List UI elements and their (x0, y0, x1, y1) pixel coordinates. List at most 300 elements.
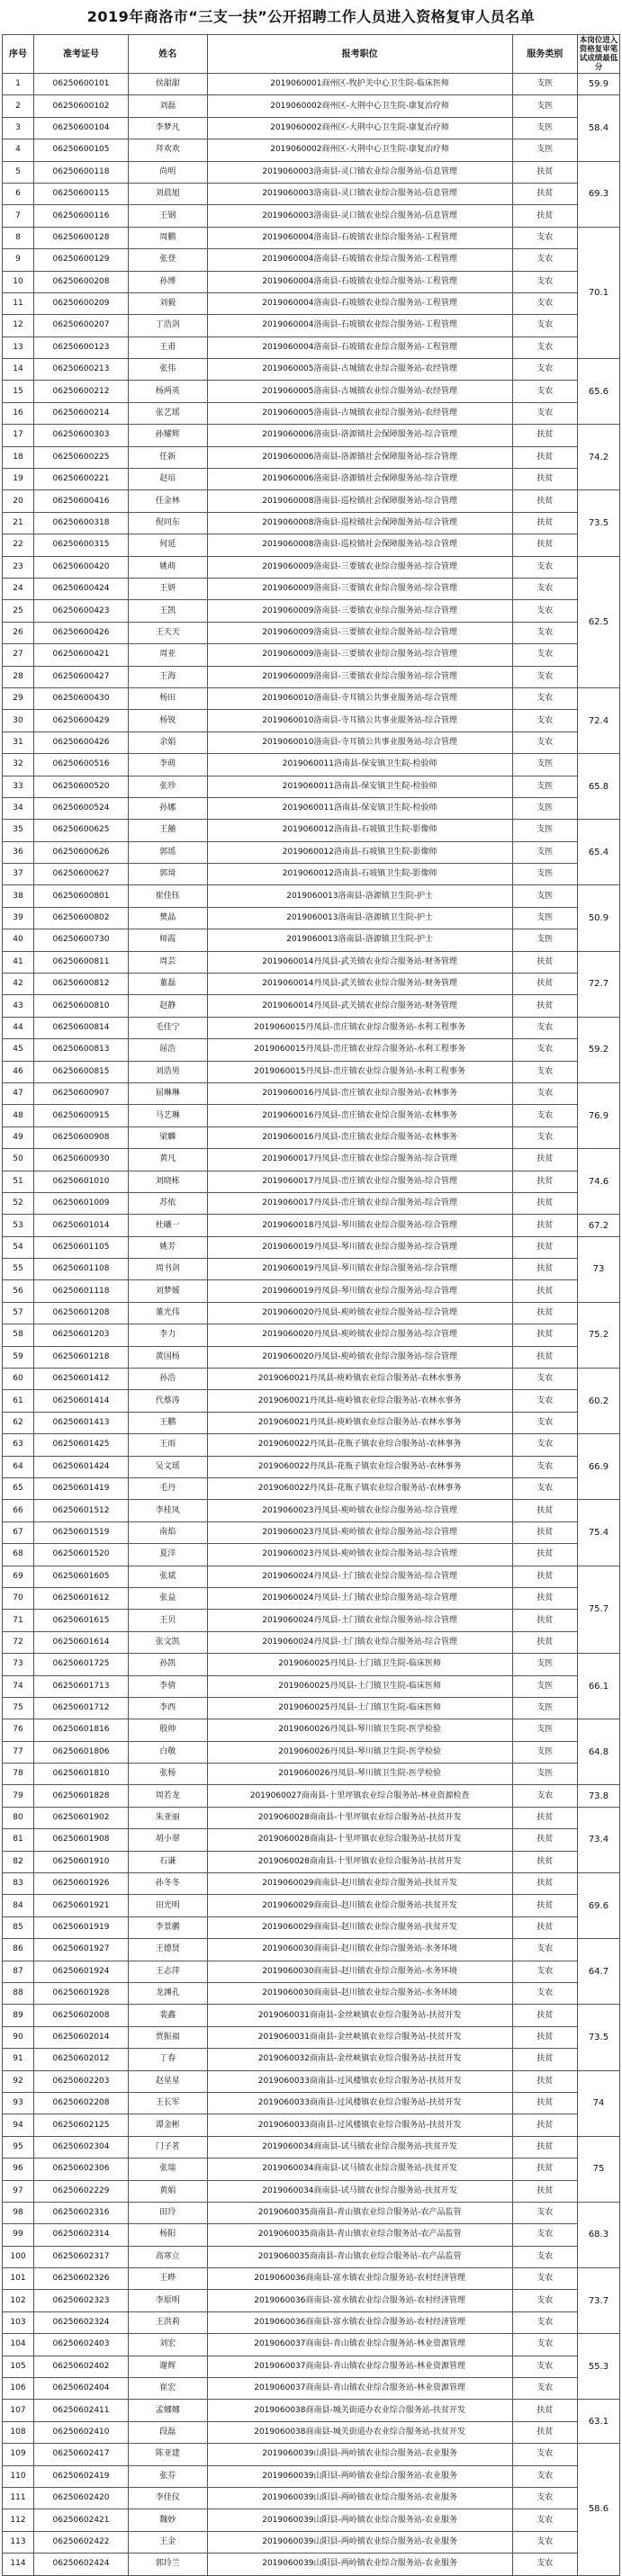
position: 2019060028商南县-十里坪镇农业综合服务站-扶贫开发 (207, 1851, 512, 1872)
position: 2019060024丹凤县-土门镇农业综合服务站-综合管理 (207, 1566, 512, 1587)
row-index: 7 (3, 205, 34, 227)
table-row (3, 1412, 620, 1433)
candidate-name: 侯甜甜 (129, 74, 208, 95)
position: 2019060034商南县-试马镇农业综合服务站-扶贫开发 (207, 2136, 512, 2158)
ticket-number: 06250600212 (34, 381, 129, 402)
ticket-number: 06250601910 (34, 1851, 129, 1872)
table-row (3, 1324, 620, 1346)
table-row (3, 1982, 620, 2004)
position: 2019060029商南县-赵川镇农业综合服务站-扶贫开发 (207, 1873, 512, 1895)
service-type: 支农 (512, 1939, 577, 1961)
table-row (3, 1631, 620, 1653)
candidate-name: 丁春 (129, 2049, 208, 2070)
position: 2019060022丹凤县-花瓶子镇农业综合服务站-农林事务 (207, 1478, 512, 1500)
service-type: 支农 (512, 1039, 577, 1061)
candidate-name: 石谦 (129, 1851, 208, 1872)
ticket-number: 06250600625 (34, 820, 129, 841)
candidate-name: 夏洋 (129, 1544, 208, 1566)
ticket-number: 06250600123 (34, 337, 129, 358)
candidate-name: 朱亚丽 (129, 1807, 208, 1828)
ticket-number: 06250600214 (34, 402, 129, 424)
position: 2019060020丹凤县-庾岭镇农业综合服务站-综合管理 (207, 1302, 512, 1324)
table-row (3, 227, 620, 248)
row-index: 23 (3, 556, 34, 578)
row-index: 19 (3, 469, 34, 490)
candidate-name: 李梦凡 (129, 117, 208, 139)
row-index: 82 (3, 1851, 34, 1872)
ticket-number: 06250601424 (34, 1456, 129, 1477)
position: 2019060033商南县-过风楼镇农业综合服务站-扶贫开发 (207, 2070, 512, 2092)
candidate-table (2, 34, 620, 2576)
ticket-number: 06250600524 (34, 797, 129, 819)
ticket-number: 06250602419 (34, 2465, 129, 2487)
service-type: 支农 (512, 710, 577, 732)
candidate-name: 张珍 (129, 776, 208, 797)
row-index: 12 (3, 315, 34, 337)
row-index: 42 (3, 974, 34, 995)
table-row (3, 95, 620, 117)
service-type: 支医 (512, 929, 577, 951)
table-row (3, 1939, 620, 1961)
table-row (3, 754, 620, 776)
ticket-number: 06250601520 (34, 1544, 129, 1566)
position: 2019060002商州区-大荆中心卫生院-康复治疗师 (207, 117, 512, 139)
candidate-name: 王德贤 (129, 1939, 208, 1961)
candidate-name: 魏妙 (129, 2509, 208, 2531)
ticket-number: 06250601810 (34, 1764, 129, 1785)
service-type: 支农 (512, 315, 577, 337)
row-index: 5 (3, 161, 34, 183)
table-row (3, 2005, 620, 2026)
position: 2019060016丹凤县-峦庄镇农业综合服务站-农林事务 (207, 1082, 512, 1104)
row-index: 39 (3, 907, 34, 929)
row-index: 47 (3, 1082, 34, 1104)
position: 2019060009洛南县-三要镇农业综合服务站-综合管理 (207, 578, 512, 599)
position: 2019060010洛南县-寺耳镇公共事业服务站-综合管理 (207, 687, 512, 709)
position: 2019060031商南县-金丝峡镇农业综合服务站-扶贫开发 (207, 2005, 512, 2026)
position: 2019060011洛南县-保安镇卫生院-检验师 (207, 797, 512, 819)
position: 2019060006洛南县-洛源镇社会保障服务站-综合管理 (207, 446, 512, 468)
position: 2019060003洛南县-灵口镇农业综合服务站-信息管理 (207, 205, 512, 227)
table-row (3, 381, 620, 402)
row-index: 53 (3, 1215, 34, 1236)
position: 2019060013洛南县-洛源镇卫生院-护士 (207, 929, 512, 951)
table-row (3, 2180, 620, 2202)
candidate-name: 余娟 (129, 732, 208, 753)
service-type: 支农 (512, 271, 577, 292)
min-score: 75 (577, 2136, 619, 2202)
candidate-name: 王洪莉 (129, 2311, 208, 2333)
position: 2019060010洛南县-寺耳镇公共事业服务站-综合管理 (207, 710, 512, 732)
candidate-name: 师霞 (129, 929, 208, 951)
position: 2019060006洛南县-洛源镇社会保障服务站-综合管理 (207, 425, 512, 446)
position: 2019060014丹凤县-武关镇农业综合服务站-财务管理 (207, 995, 512, 1017)
min-score: 58.6 (577, 2444, 619, 2575)
position: 2019060019丹凤县-琴川镇农业综合服务站-综合管理 (207, 1280, 512, 1302)
service-type: 支农 (512, 2334, 577, 2356)
candidate-name: 李景鹏 (129, 1916, 208, 1938)
service-type: 支农 (512, 1982, 577, 2004)
service-type: 扶贫 (512, 2026, 577, 2048)
candidate-name: 龙渊孔 (129, 1982, 208, 2004)
service-type: 支农 (512, 2311, 577, 2333)
candidate-name: 杜曦一 (129, 1215, 208, 1236)
ticket-number: 06250600426 (34, 732, 129, 753)
ticket-number: 06250600427 (34, 666, 129, 687)
ticket-number: 06250602404 (34, 2378, 129, 2400)
service-type: 支农 (512, 1390, 577, 1412)
position: 2019060036商南县-富水镇农业综合服务站-农村经济管理 (207, 2268, 512, 2290)
min-score: 74 (577, 2070, 619, 2136)
service-type: 支农 (512, 1017, 577, 1038)
row-index: 13 (3, 337, 34, 358)
position: 2019060017丹凤县-峦庄镇农业综合服务站-综合管理 (207, 1171, 512, 1192)
row-index: 94 (3, 2114, 34, 2136)
position: 2019060039山阳县-两岭镇农业综合服务站-农业服务 (207, 2444, 512, 2465)
candidate-name: 张文凯 (129, 1631, 208, 1653)
row-index: 25 (3, 600, 34, 622)
candidate-name: 姚芳 (129, 1236, 208, 1258)
table-row (3, 271, 620, 292)
candidate-name: 孙博 (129, 271, 208, 292)
table-row (3, 2268, 620, 2290)
candidate-name: 王长军 (129, 2092, 208, 2114)
table-row (3, 1916, 620, 1938)
row-index: 108 (3, 2421, 34, 2443)
candidate-name: 刘晓栋 (129, 1171, 208, 1192)
min-score: 58.4 (577, 95, 619, 161)
position: 2019060016丹凤县-峦庄镇农业综合服务站-农林事务 (207, 1105, 512, 1126)
table-row (3, 1478, 620, 1500)
candidate-name: 李西 (129, 1697, 208, 1719)
service-type: 支医 (512, 864, 577, 885)
row-index: 77 (3, 1741, 34, 1763)
row-index: 16 (3, 402, 34, 424)
position: 2019060005洛南县-古城镇农业综合服务站-农经管理 (207, 402, 512, 424)
position: 2019060015丹凤县-峦庄镇农业综合服务站-水利工程事务 (207, 1039, 512, 1061)
table-row (3, 1280, 620, 1302)
ticket-number: 06250601615 (34, 1610, 129, 1631)
row-index: 3 (3, 117, 34, 139)
min-score: 66.1 (577, 1654, 619, 1719)
row-index: 93 (3, 2092, 34, 2114)
ticket-number: 06250601009 (34, 1192, 129, 1214)
row-index: 73 (3, 1654, 34, 1675)
row-index: 103 (3, 2311, 34, 2333)
service-type: 支农 (512, 578, 577, 599)
candidate-name: 裴鑫 (129, 2005, 208, 2026)
row-index: 75 (3, 1697, 34, 1719)
position: 2019060011洛南县-保安镇卫生院-检验师 (207, 776, 512, 797)
row-index: 48 (3, 1105, 34, 1126)
position: 2019060024丹凤县-土门镇农业综合服务站-综合管理 (207, 1587, 512, 1609)
position: 2019060011洛南县-保安镇卫生院-检验师 (207, 754, 512, 776)
ticket-number: 06250601816 (34, 1719, 129, 1741)
table-row (3, 2509, 620, 2531)
table-row (3, 687, 620, 709)
min-score: 55.3 (577, 2334, 619, 2400)
service-type: 支医 (512, 74, 577, 95)
row-index: 65 (3, 1478, 34, 1500)
row-index: 17 (3, 425, 34, 446)
candidate-name: 刘毅 (129, 292, 208, 314)
table-row (3, 469, 620, 490)
table-row (3, 1895, 620, 1916)
table-row (3, 2487, 620, 2509)
candidate-name: 王钢 (129, 205, 208, 227)
service-type: 支农 (512, 644, 577, 666)
position: 2019060032商南县-金丝峡镇农业综合服务站-扶贫开发 (207, 2049, 512, 2070)
candidate-name: 孙凯 (129, 1654, 208, 1675)
candidate-name: 张杨 (129, 1764, 208, 1785)
service-type: 支农 (512, 359, 577, 381)
candidate-name: 赵培 (129, 469, 208, 490)
service-type: 扶贫 (512, 2180, 577, 2202)
row-index: 27 (3, 644, 34, 666)
position: 2019060005洛南县-古城镇农业综合服务站-农经管理 (207, 381, 512, 402)
position: 2019060012洛南县-石坡镇卫生院-影像师 (207, 864, 512, 885)
row-index: 84 (3, 1895, 34, 1916)
row-index: 101 (3, 2268, 34, 2290)
ticket-number: 06250600416 (34, 490, 129, 512)
service-type: 扶贫 (512, 1895, 577, 1916)
position: 2019060004洛南县-石坡镇农业综合服务站-工程管理 (207, 271, 512, 292)
min-score: 68.3 (577, 2202, 619, 2267)
table-row (3, 2421, 620, 2443)
ticket-number: 06250602411 (34, 2400, 129, 2421)
candidate-name: 崔宏 (129, 2378, 208, 2400)
row-index: 81 (3, 1829, 34, 1851)
table-row (3, 2246, 620, 2267)
header-index: 序号 (3, 35, 34, 74)
table-row (3, 2378, 620, 2400)
ticket-number: 06250601927 (34, 1939, 129, 1961)
row-index: 18 (3, 446, 34, 468)
ticket-number: 06250600730 (34, 929, 129, 951)
row-index: 69 (3, 1566, 34, 1587)
candidate-name: 李力 (129, 1324, 208, 1346)
candidate-name: 贾振福 (129, 2026, 208, 2048)
ticket-number: 06250600802 (34, 907, 129, 929)
service-type: 扶贫 (512, 1851, 577, 1872)
table-row (3, 1675, 620, 1697)
position: 2019060021丹凤县-庾岭镇农业综合服务站-农林水事务 (207, 1390, 512, 1412)
row-index: 15 (3, 381, 34, 402)
candidate-name: 张益 (129, 1587, 208, 1609)
position: 2019060016丹凤县-峦庄镇农业综合服务站-农林事务 (207, 1126, 512, 1148)
ticket-number: 06250600209 (34, 292, 129, 314)
header-min-score: 本岗位进入资格复审笔试成绩最低分 (577, 35, 619, 74)
table-row (3, 512, 620, 534)
table-row (3, 1807, 620, 1828)
min-score: 75.7 (577, 1566, 619, 1654)
candidate-name: 毛佳宁 (129, 1017, 208, 1038)
ticket-number: 06250600315 (34, 534, 129, 556)
row-index: 95 (3, 2136, 34, 2158)
position: 2019060034商南县-试马镇农业综合服务站-扶贫开发 (207, 2180, 512, 2202)
table-row (3, 359, 620, 381)
service-type: 扶贫 (512, 534, 577, 556)
candidate-name: 王贝 (129, 1610, 208, 1631)
position: 2019060015丹凤县-峦庄镇农业综合服务站-水利工程事务 (207, 1017, 512, 1038)
table-row (3, 951, 620, 973)
table-row (3, 2531, 620, 2553)
ticket-number: 06250601828 (34, 1785, 129, 1807)
candidate-name: 张伟 (129, 359, 208, 381)
ticket-number: 06250600116 (34, 205, 129, 227)
candidate-name: 王妍 (129, 578, 208, 599)
table-row (3, 2026, 620, 2048)
ticket-number: 06250600908 (34, 1126, 129, 1148)
min-score: 74.2 (577, 425, 619, 490)
table-row (3, 402, 620, 424)
position: 2019060035商南县-青山镇农业综合服务站-农产品监管 (207, 2246, 512, 2267)
candidate-name: 刘浩男 (129, 1061, 208, 1082)
row-index: 56 (3, 1280, 34, 1302)
position: 2019060024丹凤县-土门镇农业综合服务站-综合管理 (207, 1631, 512, 1653)
row-index: 28 (3, 666, 34, 687)
position: 2019060008洛南县-巡检镇社会保障服务站-综合管理 (207, 512, 512, 534)
ticket-number: 06250600104 (34, 117, 129, 139)
table-row (3, 1500, 620, 1521)
table-row (3, 2159, 620, 2180)
position: 2019060021丹凤县-庾岭镇农业综合服务站-农林水事务 (207, 1369, 512, 1390)
ticket-number: 06250600801 (34, 885, 129, 907)
candidate-name: 杨田 (129, 687, 208, 709)
position: 2019060039山阳县-两岭镇农业综合服务站-农业服务 (207, 2487, 512, 2509)
row-index: 91 (3, 2049, 34, 2070)
service-type: 扶贫 (512, 1171, 577, 1192)
candidate-name: 苏依 (129, 1192, 208, 1214)
table-row (3, 1741, 620, 1763)
row-index: 22 (3, 534, 34, 556)
table-row (3, 2465, 620, 2487)
row-index: 44 (3, 1017, 34, 1038)
position: 2019060025丹凤县-土门镇卫生院-临床医师 (207, 1697, 512, 1719)
service-type: 支医 (512, 1654, 577, 1675)
service-type: 扶贫 (512, 1544, 577, 1566)
row-index: 90 (3, 2026, 34, 2048)
service-type: 支医 (512, 95, 577, 117)
service-type: 扶贫 (512, 2114, 577, 2136)
ticket-number: 06250602208 (34, 2092, 129, 2114)
min-score: 73.4 (577, 1807, 619, 1872)
service-type: 扶贫 (512, 1259, 577, 1280)
table-row (3, 1456, 620, 1477)
row-index: 105 (3, 2356, 34, 2377)
table-header-row (3, 35, 620, 74)
row-index: 62 (3, 1412, 34, 1433)
row-index: 14 (3, 359, 34, 381)
service-type: 扶贫 (512, 2049, 577, 2070)
table-row (3, 2202, 620, 2223)
table-row (3, 1873, 620, 1895)
service-type: 扶贫 (512, 1280, 577, 1302)
ticket-number: 06250600105 (34, 139, 129, 161)
min-score: 73 (577, 1236, 619, 1302)
ticket-number: 06250600421 (34, 644, 129, 666)
row-index: 88 (3, 1982, 34, 2004)
ticket-number: 06250600426 (34, 622, 129, 643)
row-index: 76 (3, 1719, 34, 1741)
min-score: 50.9 (577, 885, 619, 951)
row-index: 98 (3, 2202, 34, 2223)
service-type: 支农 (512, 1061, 577, 1082)
candidate-name: 刘宏 (129, 2334, 208, 2356)
candidate-name: 周鹏 (129, 227, 208, 248)
candidate-name: 王晔 (129, 2268, 208, 2290)
table-row (3, 1610, 620, 1631)
ticket-number: 06250602008 (34, 2005, 129, 2026)
row-index: 104 (3, 2334, 34, 2356)
service-type: 扶贫 (512, 1215, 577, 1236)
row-index: 92 (3, 2070, 34, 2092)
position: 2019060034商南县-试马镇农业综合服务站-扶贫开发 (207, 2159, 512, 2180)
candidate-name: 姚萌 (129, 556, 208, 578)
table-row (3, 1521, 620, 1543)
position: 2019060013洛南县-洛源镇卫生院-护士 (207, 907, 512, 929)
candidate-name: 刘梦媛 (129, 1280, 208, 1302)
table-row (3, 1785, 620, 1807)
position: 2019060004洛南县-石坡镇农业综合服务站-工程管理 (207, 292, 512, 314)
table-row (3, 1215, 620, 1236)
row-index: 67 (3, 1521, 34, 1543)
ticket-number: 06250600118 (34, 161, 129, 183)
position: 2019060026丹凤县-琴川镇卫生院-医学检验 (207, 1741, 512, 1763)
min-score: 73.5 (577, 2005, 619, 2070)
candidate-name: 孙冬冬 (129, 1873, 208, 1895)
position: 2019060015丹凤县-峦庄镇农业综合服务站-水利工程事务 (207, 1061, 512, 1082)
min-score: 76.9 (577, 1082, 619, 1148)
table-row (3, 1105, 620, 1126)
table-row (3, 1829, 620, 1851)
service-type: 支医 (512, 1675, 577, 1697)
table-row (3, 995, 620, 1017)
candidate-name: 周亚 (129, 644, 208, 666)
service-type: 扶贫 (512, 2159, 577, 2180)
candidate-name: 李桂凤 (129, 1500, 208, 1521)
service-type: 扶贫 (512, 995, 577, 1017)
table-row (3, 1434, 620, 1456)
candidate-name: 张艺瑶 (129, 402, 208, 424)
service-type: 扶贫 (512, 1873, 577, 1895)
row-index: 97 (3, 2180, 34, 2202)
table-row (3, 1851, 620, 1872)
candidate-name: 王凯 (129, 600, 208, 622)
position: 2019060004洛南县-石坡镇农业综合服务站-工程管理 (207, 249, 512, 271)
row-index: 38 (3, 885, 34, 907)
position: 2019060023丹凤县-庾岭镇农业综合服务站-综合管理 (207, 1544, 512, 1566)
position: 2019060026丹凤县-琴川镇卫生院-医学检验 (207, 1719, 512, 1741)
ticket-number: 06250600129 (34, 249, 129, 271)
candidate-name: 王天天 (129, 622, 208, 643)
position: 2019060009洛南县-三要镇农业综合服务站-综合管理 (207, 644, 512, 666)
min-score: 65.8 (577, 754, 619, 820)
ticket-number: 06250601919 (34, 1916, 129, 1938)
header-name: 姓名 (129, 35, 208, 74)
row-index: 96 (3, 2159, 34, 2180)
service-type: 扶贫 (512, 1346, 577, 1368)
row-index: 41 (3, 951, 34, 973)
table-row (3, 74, 620, 95)
ticket-number: 06250600430 (34, 687, 129, 709)
ticket-number: 06250600626 (34, 841, 129, 863)
ticket-number: 06250601921 (34, 1895, 129, 1916)
row-index: 59 (3, 1346, 34, 1368)
table-row (3, 1764, 620, 1785)
position: 2019060025丹凤县-土门镇卫生院-临床医师 (207, 1654, 512, 1675)
service-type: 支农 (512, 1126, 577, 1148)
